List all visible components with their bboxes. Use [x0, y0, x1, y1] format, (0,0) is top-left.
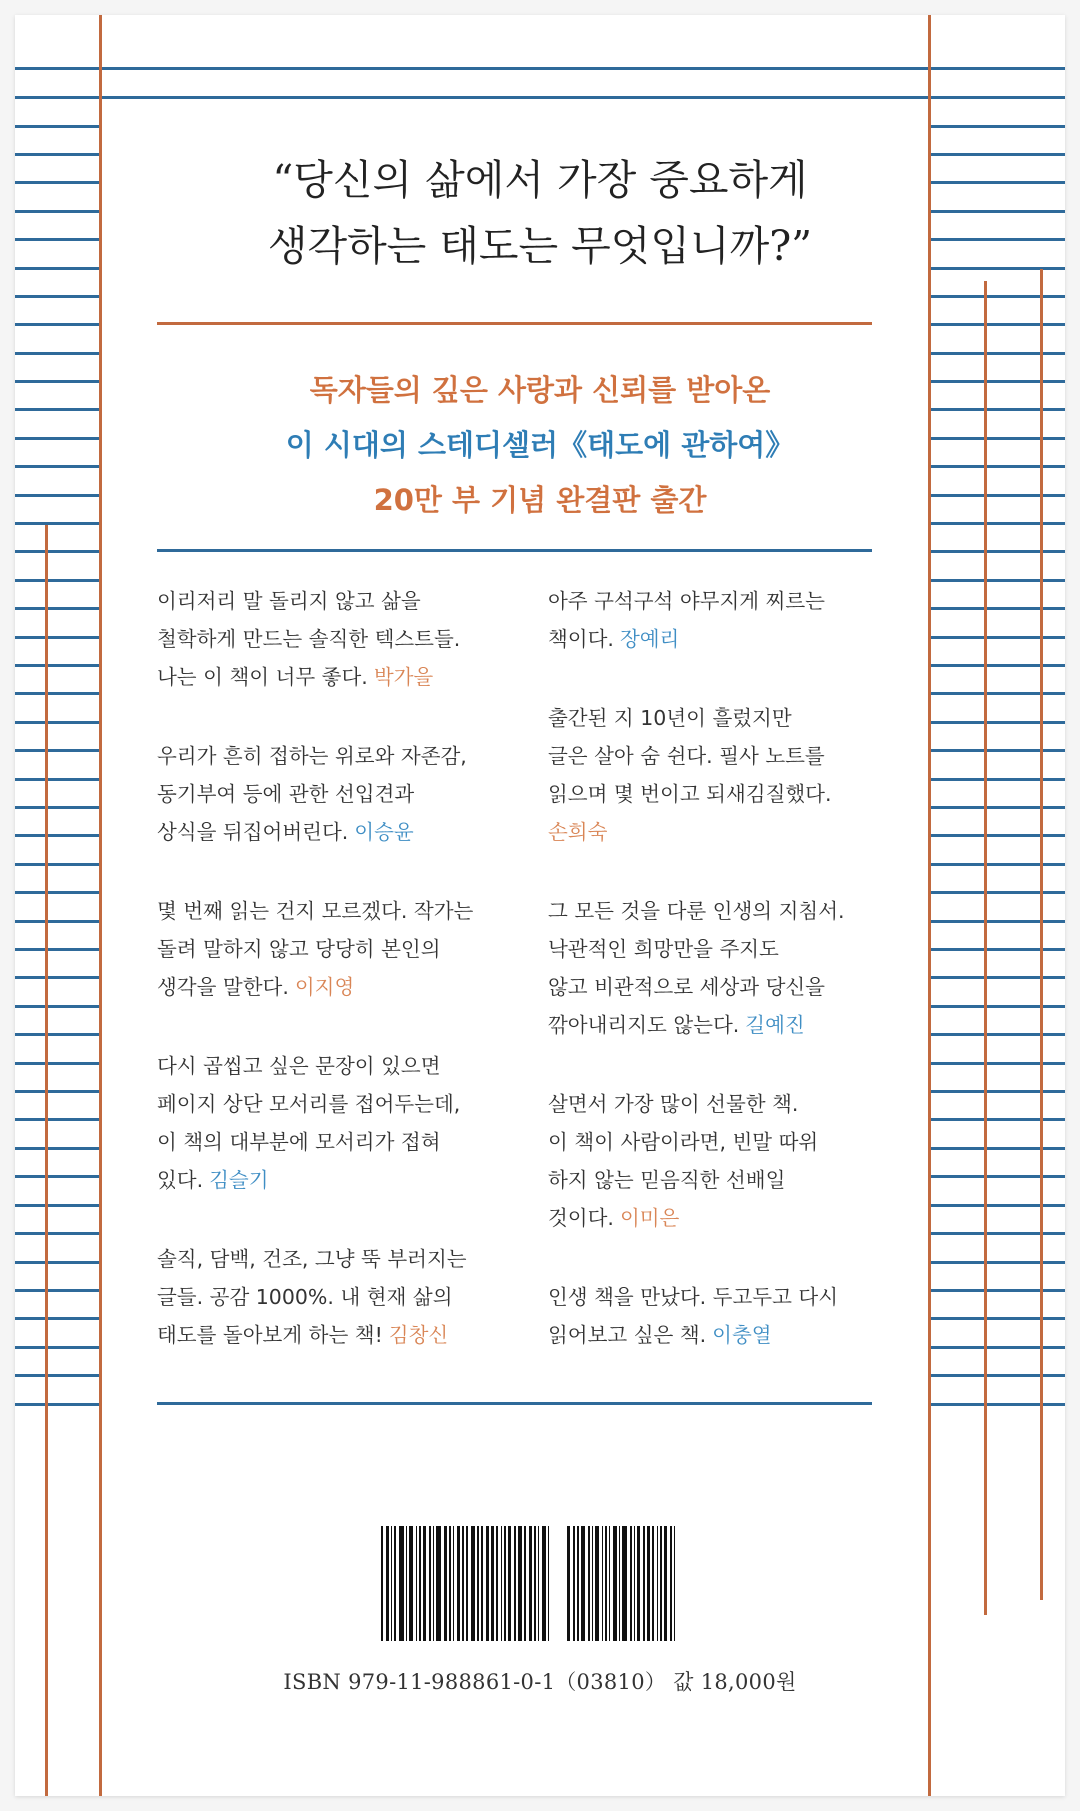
ruled-line	[928, 749, 1065, 752]
ruled-line	[15, 522, 101, 525]
ruled-line	[928, 323, 1065, 326]
review-line: 솔직, 담백, 건조, 그냥 뚝 부러지는	[157, 1247, 467, 1271]
ruled-line	[928, 1147, 1065, 1150]
barcode-bar	[457, 1526, 460, 1641]
ruled-line	[15, 1346, 101, 1349]
ruled-line	[928, 778, 1065, 781]
review-line: 글들. 공감 1000%. 내 현재 삶의	[157, 1285, 453, 1309]
barcode-bar	[664, 1526, 667, 1641]
barcode-bar	[524, 1526, 526, 1641]
review-line: 나는 이 책이 너무 좋다. 박가을	[157, 665, 434, 689]
ruled-line	[15, 1118, 101, 1121]
barcode-bar	[394, 1526, 396, 1641]
barcode-bar	[602, 1526, 604, 1641]
review-line: 페이지 상단 모서리를 접어두는데,	[157, 1092, 461, 1116]
barcode-bar	[588, 1526, 590, 1641]
ruled-line	[928, 125, 1065, 128]
review-item	[157, 582, 547, 696]
reviewer-name: 이미은	[619, 1206, 680, 1230]
ruled-line	[928, 1232, 1065, 1235]
ruled-line	[15, 579, 101, 582]
ruled-line	[15, 1147, 101, 1150]
ruled-line	[15, 891, 101, 894]
reviewer-name: 손희숙	[548, 820, 608, 844]
headline-line-1: 독자들의 깊은 사랑과 신뢰를 받아온	[309, 373, 771, 407]
ruled-line	[15, 1261, 101, 1264]
ruled-line	[928, 863, 1065, 866]
ruled-line	[928, 834, 1065, 837]
review-item	[548, 699, 938, 851]
divider-orange-top	[157, 322, 872, 325]
review-line: 이 책이 사람이라면, 빈말 따위	[548, 1130, 819, 1154]
review-line: 깎아내리지도 않는다. 길예진	[548, 1013, 805, 1037]
barcode-bar	[542, 1526, 545, 1641]
barcode-bar	[647, 1526, 650, 1641]
ruled-line	[15, 721, 101, 724]
barcode-bar	[423, 1526, 426, 1641]
reviewer-name: 이충열	[712, 1323, 772, 1347]
ruled-line	[15, 664, 101, 667]
review-line: 글은 살아 숨 쉰다. 필사 노트를	[548, 744, 825, 768]
barcode-bar	[477, 1526, 479, 1641]
ruled-line	[928, 721, 1065, 724]
barcode-bar	[573, 1526, 575, 1641]
ruled-line	[928, 1118, 1065, 1121]
barcode-bar	[471, 1526, 476, 1641]
cover-quote	[15, 147, 1065, 279]
ruled-line	[15, 67, 1065, 70]
ruled-line	[15, 1374, 101, 1377]
barcode	[381, 1526, 677, 1641]
ruled-line	[15, 636, 101, 639]
ruled-line	[15, 295, 101, 298]
reviewer-name: 김창신	[388, 1323, 449, 1347]
barcode-bar	[481, 1526, 483, 1641]
barcode-bar	[496, 1526, 498, 1641]
ruled-line	[928, 1062, 1065, 1065]
reviewer-name: 이승윤	[354, 820, 414, 844]
review-line: 읽어보고 싶은 책. 이충열	[548, 1323, 772, 1347]
barcode-bar	[453, 1526, 455, 1641]
review-line: 몇 번째 읽는 건지 모르겠다. 작가는	[157, 899, 474, 923]
review-line: 책이다. 장예리	[548, 627, 680, 651]
barcode-bar	[619, 1526, 621, 1641]
review-item	[548, 1278, 938, 1354]
margin-line	[1040, 269, 1043, 1600]
barcode-bar	[391, 1526, 393, 1641]
headline-line-2: 이 시대의 스테디셀러《태도에 관하여》	[285, 428, 795, 462]
review-line: 이리저리 말 돌리지 않고 삶을	[157, 589, 421, 613]
ruled-line	[928, 1346, 1065, 1349]
quote-line-2: 생각하는 태도는 무엇입니까?”	[267, 222, 813, 270]
barcode-bar	[462, 1526, 464, 1641]
review-line: 하지 않는 믿음직한 선배일	[548, 1168, 786, 1192]
barcode-bar	[660, 1526, 662, 1641]
ruled-line	[928, 920, 1065, 923]
review-line: 동기부여 등에 관한 선입견과	[157, 782, 415, 806]
divider-blue-bottom	[157, 1402, 872, 1405]
barcode-bar	[429, 1526, 431, 1641]
barcode-bar	[592, 1526, 594, 1641]
ruled-line	[928, 1033, 1065, 1036]
ruled-line	[15, 1062, 101, 1065]
review-line: 인생 책을 만났다. 두고두고 다시	[548, 1285, 839, 1309]
review-item	[157, 892, 547, 1006]
ruled-line	[15, 1289, 101, 1292]
review-line: 있다. 김슬기	[157, 1168, 269, 1192]
ruled-line	[15, 1317, 101, 1320]
ruled-line	[928, 692, 1065, 695]
review-line: 철학하게 만드는 솔직한 텍스트들.	[157, 627, 461, 651]
ruled-line	[928, 1175, 1065, 1178]
ruled-line	[15, 692, 101, 695]
barcode-bar	[504, 1526, 506, 1641]
review-line: 낙관적인 희망만을 주지도	[548, 937, 779, 961]
review-line: 출간된 지 10년이 흘렀지만	[548, 706, 792, 730]
barcode-bar	[609, 1526, 611, 1641]
margin-line	[984, 281, 987, 1615]
barcode-bar	[433, 1526, 435, 1641]
barcode-bar	[577, 1526, 579, 1641]
reviewer-name: 이지영	[294, 975, 355, 999]
ruled-line	[15, 834, 101, 837]
ruled-line	[15, 1005, 101, 1008]
barcode-bar	[613, 1526, 616, 1641]
divider-blue-middle	[157, 549, 872, 552]
barcode-bar	[670, 1526, 672, 1641]
review-line: 이 책의 대부분에 모서리가 접혀	[157, 1130, 441, 1154]
ruled-line	[15, 352, 101, 355]
ruled-line	[928, 948, 1065, 951]
review-line: 우리가 흔히 접하는 위로와 자존감,	[157, 744, 467, 768]
barcode-bar	[548, 1526, 550, 1641]
review-line: 않고 비관적으로 세상과 당신을	[548, 975, 825, 999]
book-back-cover	[15, 15, 1065, 1796]
barcode-bar	[595, 1526, 598, 1641]
barcode-bar	[674, 1526, 676, 1641]
ruled-line	[15, 920, 101, 923]
ruled-line	[15, 607, 101, 610]
reviewer-name: 김슬기	[209, 1168, 269, 1192]
review-item	[157, 1240, 547, 1354]
ruled-line	[928, 550, 1065, 553]
barcode-bar	[652, 1526, 654, 1641]
ruled-line	[928, 408, 1065, 411]
ruled-line	[928, 976, 1065, 979]
review-item	[157, 1047, 547, 1199]
ruled-line	[15, 976, 101, 979]
ruled-line	[928, 522, 1065, 525]
ruled-line	[928, 607, 1065, 610]
barcode-bar	[622, 1526, 627, 1641]
barcode-bar	[630, 1526, 632, 1641]
review-line: 돌려 말하지 않고 당당히 본인의	[157, 937, 441, 961]
review-line: 읽으며 몇 번이고 되새김질했다.	[548, 782, 832, 806]
ruled-line	[928, 1090, 1065, 1093]
barcode-bar	[491, 1526, 494, 1641]
ruled-line	[928, 352, 1065, 355]
review-line: 아주 구석구석 야무지게 찌르는	[548, 589, 825, 613]
ruled-line	[15, 1204, 101, 1207]
ruled-line	[15, 806, 101, 809]
review-line: 태도를 돌아보게 하는 책! 김창신	[157, 1323, 449, 1347]
review-line: 것이다. 이미은	[548, 1206, 680, 1230]
ruled-line	[928, 664, 1065, 667]
review-line: 다시 곱씹고 싶은 문장이 있으면	[157, 1054, 441, 1078]
ruled-line	[928, 891, 1065, 894]
barcode-bar	[605, 1526, 607, 1641]
barcode-bar	[538, 1526, 540, 1641]
ruled-line	[15, 863, 101, 866]
barcode-bar	[657, 1526, 659, 1641]
review-line: 상식을 뒤집어버린다. 이승윤	[157, 820, 414, 844]
barcode-bar	[581, 1526, 586, 1641]
ruled-line	[928, 1289, 1065, 1292]
barcode-bar	[466, 1526, 468, 1641]
ruled-line	[928, 579, 1065, 582]
review-line	[548, 813, 938, 851]
ruled-line	[928, 1374, 1065, 1377]
barcode-bar	[508, 1526, 511, 1641]
ruled-line	[928, 1204, 1065, 1207]
barcode-bar	[643, 1526, 645, 1641]
ruled-line	[15, 948, 101, 951]
barcode-bar	[409, 1526, 412, 1641]
review-item	[548, 892, 938, 1044]
ruled-line	[928, 1005, 1065, 1008]
ruled-line	[928, 295, 1065, 298]
barcode-bar	[449, 1526, 451, 1641]
review-item	[548, 582, 938, 658]
margin-line	[99, 15, 102, 1796]
ruled-line	[15, 550, 101, 553]
barcode-bar	[386, 1526, 389, 1641]
barcode-bar	[634, 1526, 636, 1641]
ruled-line	[15, 1090, 101, 1093]
review-item	[157, 737, 547, 851]
reviews-right-column	[548, 582, 938, 1395]
ruled-line	[928, 806, 1065, 809]
barcode-bar	[399, 1526, 404, 1641]
barcode-bar	[501, 1526, 503, 1641]
barcode-bar	[419, 1526, 421, 1641]
ruled-line	[15, 1033, 101, 1036]
reviews-left-column	[157, 582, 547, 1395]
barcode-bar	[518, 1526, 523, 1641]
ruled-line	[928, 1403, 1065, 1406]
review-line: 생각을 말한다. 이지영	[157, 975, 355, 999]
margin-line	[45, 525, 48, 1796]
ruled-line	[15, 1403, 101, 1406]
ruled-line	[15, 1175, 101, 1178]
ruled-line	[15, 96, 1065, 99]
reviewer-name: 박가을	[373, 665, 434, 689]
ruled-line	[15, 1232, 101, 1235]
barcode-bar	[416, 1526, 418, 1641]
barcode-bar	[514, 1526, 516, 1641]
review-item	[548, 1085, 938, 1237]
ruled-line	[15, 323, 101, 326]
barcode-bar	[381, 1526, 383, 1641]
review-line: 그 모든 것을 다룬 인생의 지침서.	[548, 899, 845, 923]
quote-line-1: “당신의 삶에서 가장 중요하게	[272, 156, 808, 204]
barcode-bar	[436, 1526, 441, 1641]
review-line: 살면서 가장 많이 선물한 책.	[548, 1092, 799, 1116]
ruled-line	[928, 1317, 1065, 1320]
reviewer-name: 길예진	[745, 1013, 805, 1037]
barcode-bar	[529, 1526, 532, 1641]
ruled-line	[928, 1261, 1065, 1264]
barcode-bar	[637, 1526, 640, 1641]
ruled-line	[15, 749, 101, 752]
barcode-bar	[534, 1526, 536, 1641]
barcode-bar	[567, 1526, 570, 1641]
barcode-bar	[406, 1526, 408, 1641]
barcode-bar	[486, 1526, 489, 1641]
barcode-bar	[444, 1526, 447, 1641]
headline-line-3: 20만 부 기념 완결판 출간	[373, 483, 707, 517]
isbn-price: ISBN 979-11-988861-0-1（03810） 값 18,000원	[283, 1670, 797, 1694]
ruled-line	[928, 636, 1065, 639]
ruled-line	[15, 778, 101, 781]
reviewer-name: 장예리	[619, 627, 680, 651]
ruled-line	[15, 465, 101, 468]
ruled-line	[15, 125, 101, 128]
ruled-line	[15, 408, 101, 411]
ruled-line	[928, 465, 1065, 468]
